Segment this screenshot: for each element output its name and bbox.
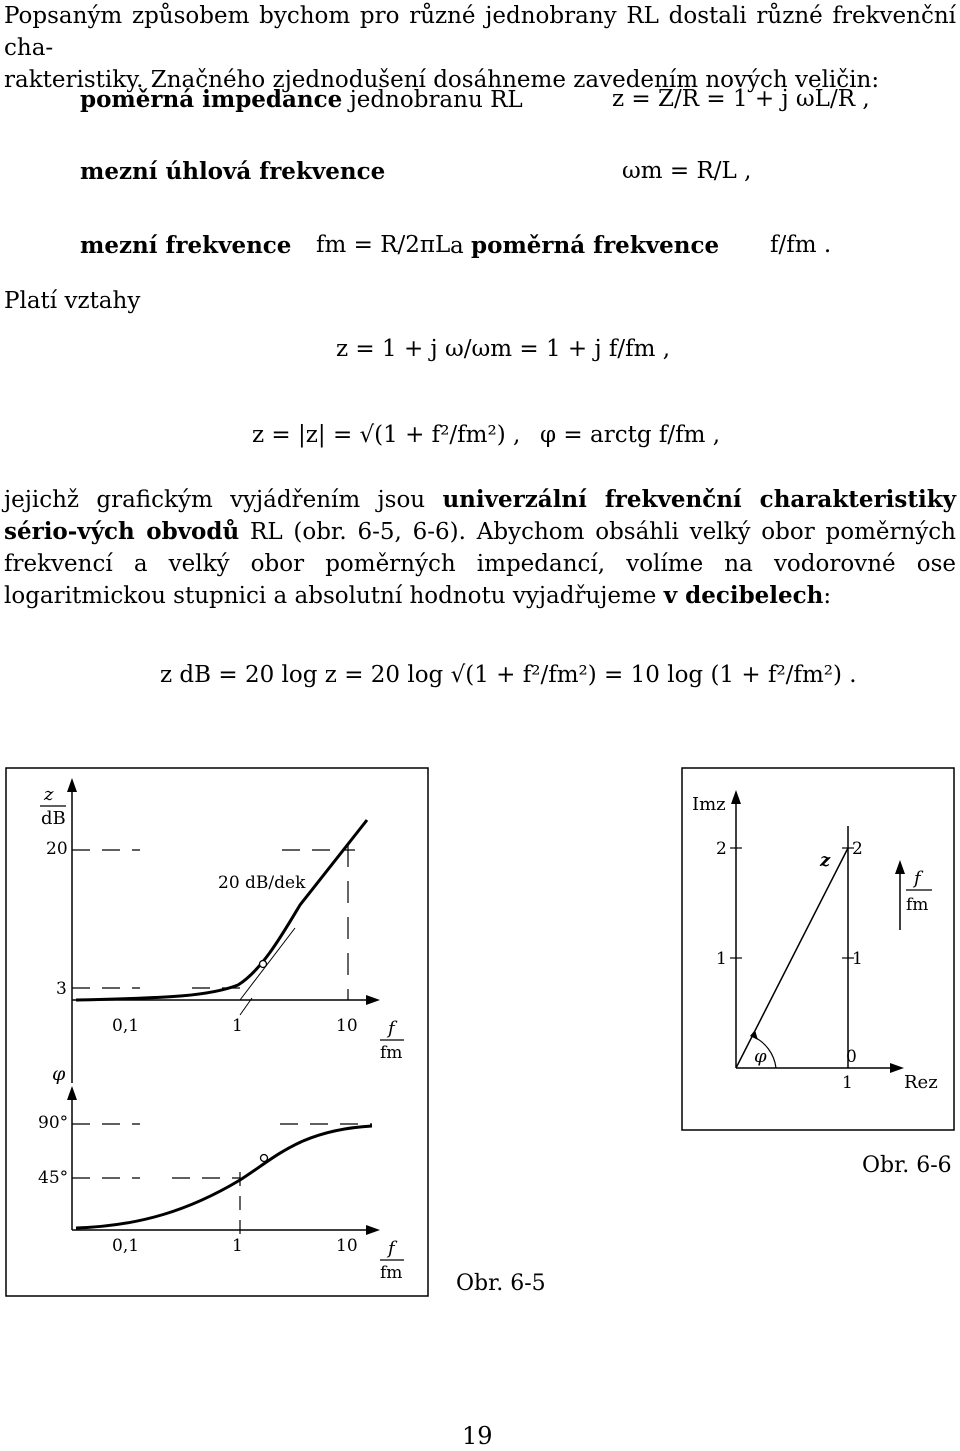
paragraph-part-3: : xyxy=(823,583,832,609)
lower-x-label-num: f xyxy=(388,1238,395,1259)
upper-x-label-den: fm xyxy=(380,1043,403,1063)
left-label-2: 2 xyxy=(716,839,727,859)
z-vector-label: z xyxy=(820,850,831,871)
figure-6-5-caption: Obr. 6-5 xyxy=(456,1271,546,1296)
paragraph-part-1: jejichž grafickým vyjádřením jsou xyxy=(4,487,443,513)
definition-cutoff-bold: mezní frekvence xyxy=(80,232,292,259)
upper-x-label-num: f xyxy=(388,1018,395,1039)
asymptote-line xyxy=(240,928,295,1000)
tick-0-label: 0 xyxy=(846,1047,857,1067)
lower-y-arrow-icon xyxy=(67,1086,77,1100)
lower-x-label-den: fm xyxy=(380,1263,403,1283)
right-label-1: 1 xyxy=(852,949,863,969)
bottom-tick-1-label: 1 xyxy=(842,1073,853,1093)
f-label-den: fm xyxy=(906,895,929,915)
re-axis-label: Rez xyxy=(904,1072,938,1093)
lower-x-arrow-icon xyxy=(366,1225,380,1235)
lower-y-label: φ xyxy=(52,1063,66,1085)
phase-curve xyxy=(76,1126,372,1228)
formula-angular-frequency: ωm = R/L , xyxy=(622,158,752,184)
right-label-2: 2 xyxy=(852,839,863,859)
upper-y-label-num: z xyxy=(44,784,54,805)
slope-label: 20 dB/dek xyxy=(218,873,306,893)
formula-cutoff-frequency: fm = R/2πL xyxy=(316,232,451,258)
page-number: 19 xyxy=(462,1422,493,1450)
lower-tick-1: 1 xyxy=(232,1236,243,1256)
lower-tick-10: 10 xyxy=(336,1236,358,1256)
f-arrow-icon xyxy=(895,860,905,874)
upper-y-arrow-icon xyxy=(67,778,77,792)
relations-intro: Platí vztahy xyxy=(4,288,141,314)
definition-impedance-rest: jednobranu RL xyxy=(342,87,523,113)
lower-tick-01: 0,1 xyxy=(112,1236,140,1256)
formula-relative-frequency: f/fm . xyxy=(770,232,832,258)
figure-6-5-frame xyxy=(6,768,428,1296)
tick-45-label: 45° xyxy=(38,1168,69,1188)
f-label-num: f xyxy=(914,868,921,889)
upper-tick-1: 1 xyxy=(232,1016,243,1036)
magnitude-curve xyxy=(76,820,367,1000)
phase-cutoff-point xyxy=(261,1155,268,1162)
re-axis-arrow-icon xyxy=(890,1063,904,1073)
upper-y-label-den: dB xyxy=(41,808,66,829)
phi-angle-label: φ xyxy=(754,1046,767,1067)
equation-z: z = 1 + j ω/ωm = 1 + j f/fm , xyxy=(336,336,671,362)
im-axis-arrow-icon xyxy=(731,790,741,804)
equation-magnitude: z = |z| = √(1 + f²/fm²) , xyxy=(252,422,521,448)
definition-impedance-bold: poměrná impedance xyxy=(80,86,343,113)
magnitude-cutoff-point xyxy=(260,961,267,968)
upper-tick-10: 10 xyxy=(336,1016,358,1036)
formula-impedance: z = Z/R = 1 + j ωL/R , xyxy=(612,86,870,112)
definition-relative-bold: poměrná frekvence xyxy=(471,232,720,259)
figure-6-6-caption: Obr. 6-6 xyxy=(862,1153,952,1178)
definition-angular-bold: mezní úhlová frekvence xyxy=(80,158,386,185)
paragraph-bold-1: univerzální frekvenční charakteristiky sério-vých obvodů xyxy=(4,486,956,545)
equation-db: z dB = 20 log z = 20 log √(1 + f²/fm²) = 10 log (1 + f²/fm²) . xyxy=(160,662,857,688)
paragraph-bold-2: v decibelech xyxy=(663,582,824,609)
equation-phase: φ = arctg f/fm , xyxy=(540,422,721,448)
im-axis-label: Imz xyxy=(692,794,726,815)
upper-x-arrow-icon xyxy=(366,995,380,1005)
paragraph-part-2: RL (obr. 6-5, 6-6). Abychom obsáhli velký obor poměrných frekvencí a velký obor poměrných impedancí, volíme na vodorovné ose logaritmickou stupnici a absolutní hodnotu vyjadřujeme xyxy=(4,519,956,609)
left-label-1: 1 xyxy=(716,949,727,969)
upper-tick-01: 0,1 xyxy=(112,1016,140,1036)
definition-relative-plain: a xyxy=(450,233,472,259)
intro-line-1: Popsaným způsobem bychom pro různé jednobrany RL dostali různé frekvenční cha- xyxy=(4,3,956,61)
intro-line-2: rakteristiky. Značného zjednodušení dosáhneme zavedením nových veličin: xyxy=(4,67,880,93)
tick-20-label: 20 xyxy=(46,839,68,859)
tick-3-label: 3 xyxy=(56,979,67,999)
tick-90-label: 90° xyxy=(38,1113,69,1133)
